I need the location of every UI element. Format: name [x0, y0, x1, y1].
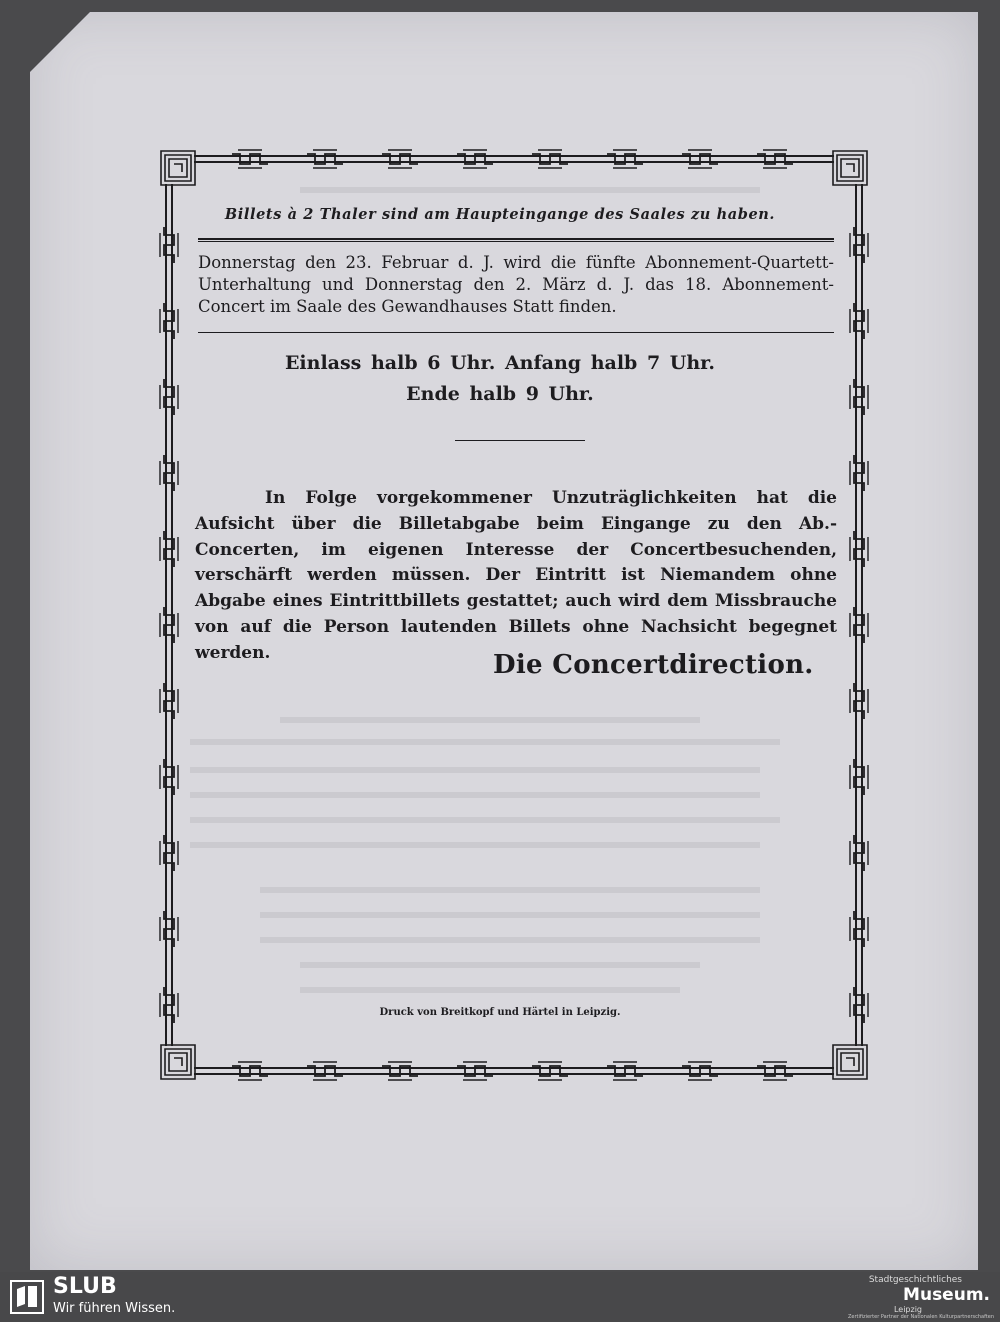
admission-start-times: Einlass halb 6 Uhr. Anfang halb 7 Uhr.	[284, 352, 716, 374]
end-time: Ende halb 9 Uhr.	[406, 383, 594, 405]
ticket-availability-line: Billets à 2 Thaler sind am Haupteingange des Saales zu haben.	[224, 206, 776, 223]
museum-name: Museum.	[903, 1285, 990, 1305]
slub-logo-icon	[10, 1280, 44, 1314]
museum-partner-note: Zertifizierter Partner der Nationalen Kulturpartnerschaften	[847, 1314, 994, 1320]
museum-city: Leipzig	[893, 1305, 922, 1314]
museum-label: Stadtgeschichtliches	[868, 1275, 962, 1285]
short-divider	[455, 440, 585, 441]
library-name: SLUB	[53, 1274, 117, 1299]
notice-body	[195, 486, 837, 667]
signature: Die Concertdirection.	[493, 650, 814, 680]
concert-announcement: Donnerstag den 23. Februar d. J. wird die fünfte Abonnement-Quartett-Unterhaltung und Donnerstag den 2. März d. J. das 18. Abonnement-Concert im Saale des Gewandhauses Statt finden.	[198, 253, 834, 316]
double-rule	[198, 238, 834, 242]
single-rule	[198, 332, 834, 333]
footer-bar	[0, 1272, 1000, 1322]
notice-body-text: In Folge vorgekommener Unzuträglichkeiten hat die Aufsicht über die Billetabgabe beim Eingange zu den Ab.-Concerten, im eigenen Interesse der Concertbesuchenden, verschärft werden müssen. Der Eintritt ist Niemandem ohne Abgabe eines Eintrittbillets gestattet; auch wird dem Missbrauche von auf die Person lautenden Billets ohne Nachsicht begegnet werden.	[195, 488, 837, 663]
library-tagline: Wir führen Wissen.	[53, 1301, 176, 1316]
printer-imprint: Druck von Breitkopf und Härtel in Leipzig.	[379, 1007, 621, 1018]
